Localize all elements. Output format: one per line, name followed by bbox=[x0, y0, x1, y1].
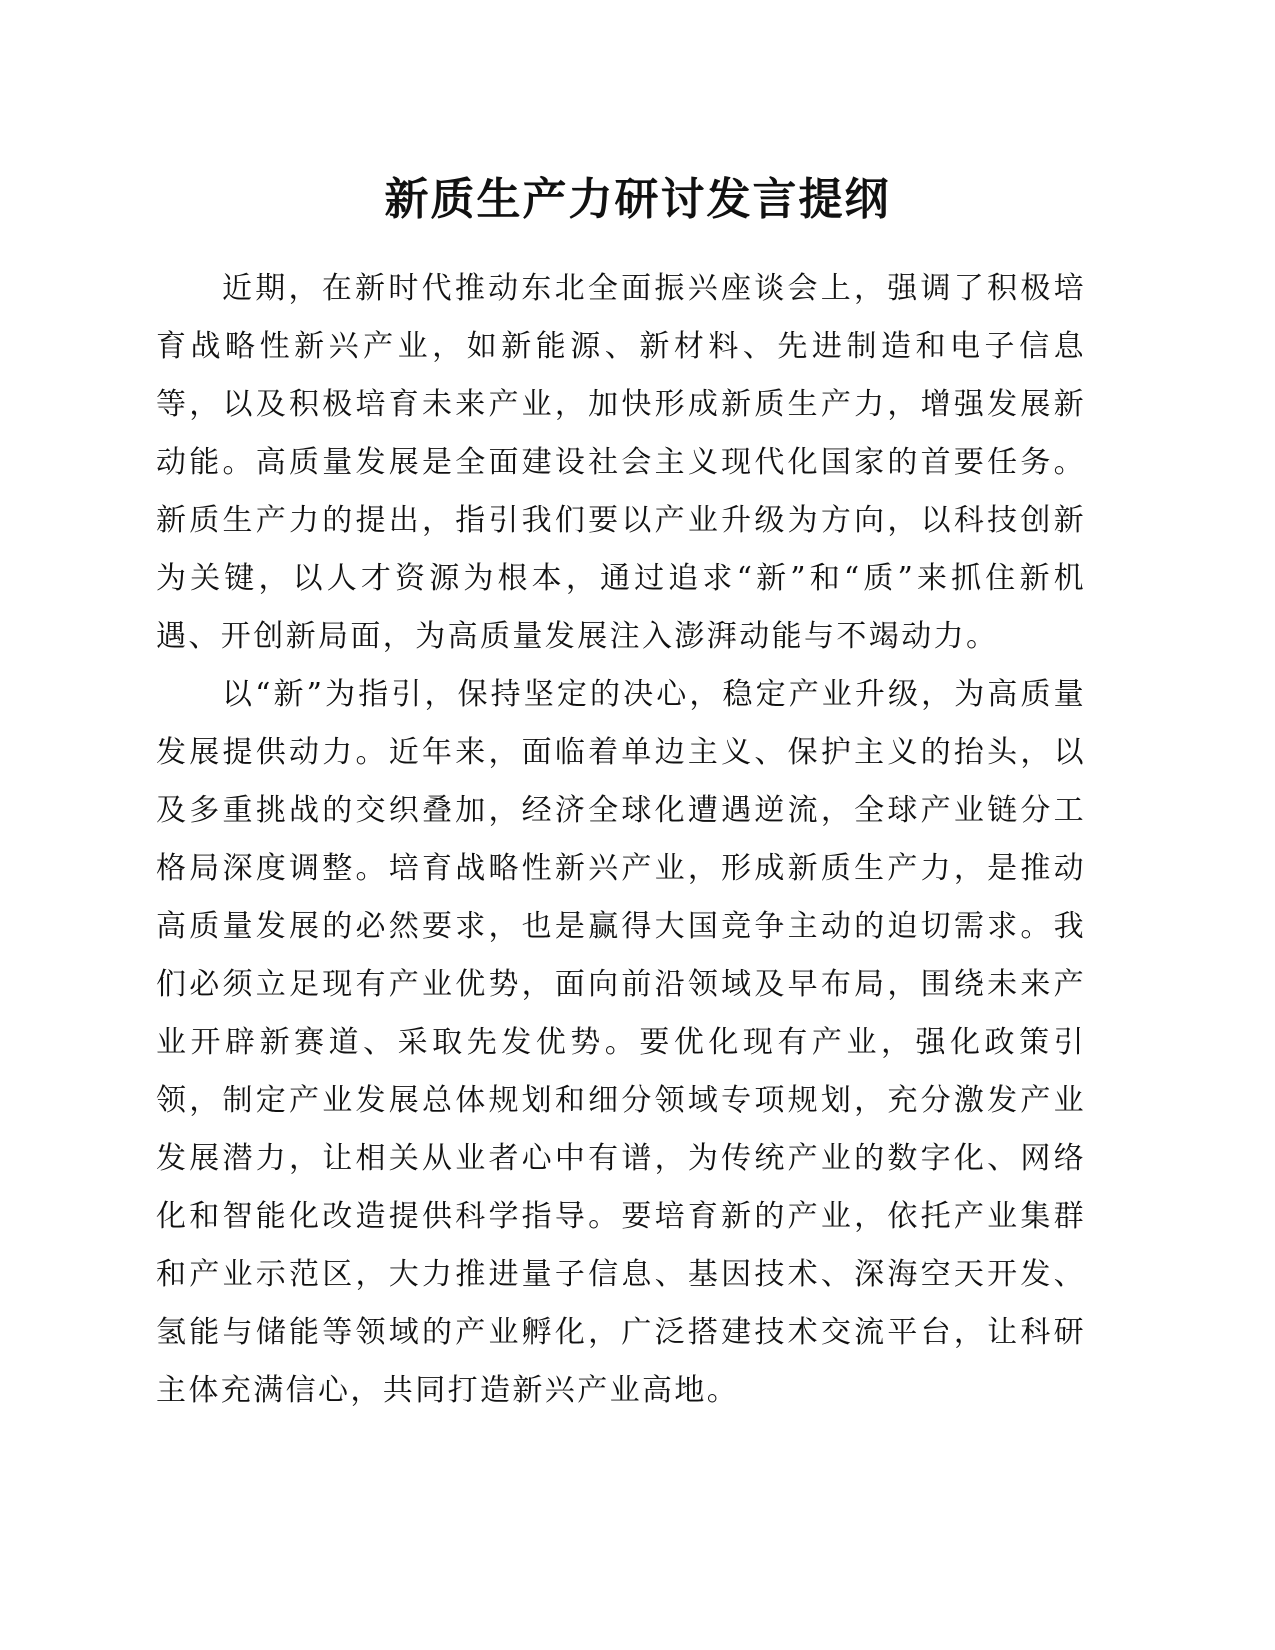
paragraph-2: 以“新”为指引，保持坚定的决心，稳定产业升级，为高质量发展提供动力。近年来，面临着单边主义、保护主义的抬头，以及多重挑战的交织叠加，经济全球化遭遇逆流，全球产业链分工格局深度调整。培育战略性新兴产业，形成新质生产力，是推动高质量发展的必然要求，也是赢得大国竞争主动的迫切需求。我们必须立足现有产业优势，面向前沿领域及早布局，围绕未来产业开辟新赛道、采取先发优势。要优化现有产业，强化政策引领，制定产业发展总体规划和细分领域专项规划，充分激发产业发展潜力，让相关从业者心中有谱，为传统产业的数字化、网络化和智能化改造提供科学指导。要培育新的产业，依托产业集群和产业示范区，大力推进量子信息、基因技术、深海空天开发、氢能与储能等领域的产业孵化，广泛搭建技术交流平台，让科研主体充满信心，共同打造新兴产业高地。 bbox=[156, 677, 1086, 1408]
document-body bbox=[156, 260, 1086, 1420]
paragraph-1: 近期，在新时代推动东北全面振兴座谈会上，强调了积极培育战略性新兴产业，如新能源、新材料、先进制造和电子信息等，以及积极培育未来产业，加快形成新质生产力，增强发展新动能。高质量发展是全面建设社会主义现代化国家的首要任务。新质生产力的提出，指引我们要以产业升级为方向，以科技创新为关键，以人才资源为根本，通过追求“新”和“质”来抓住新机遇、开创新局面，为高质量发展注入澎湃动能与不竭动力。 bbox=[156, 271, 1086, 654]
document-title: 新质生产力研讨发言提纲 bbox=[384, 174, 891, 225]
